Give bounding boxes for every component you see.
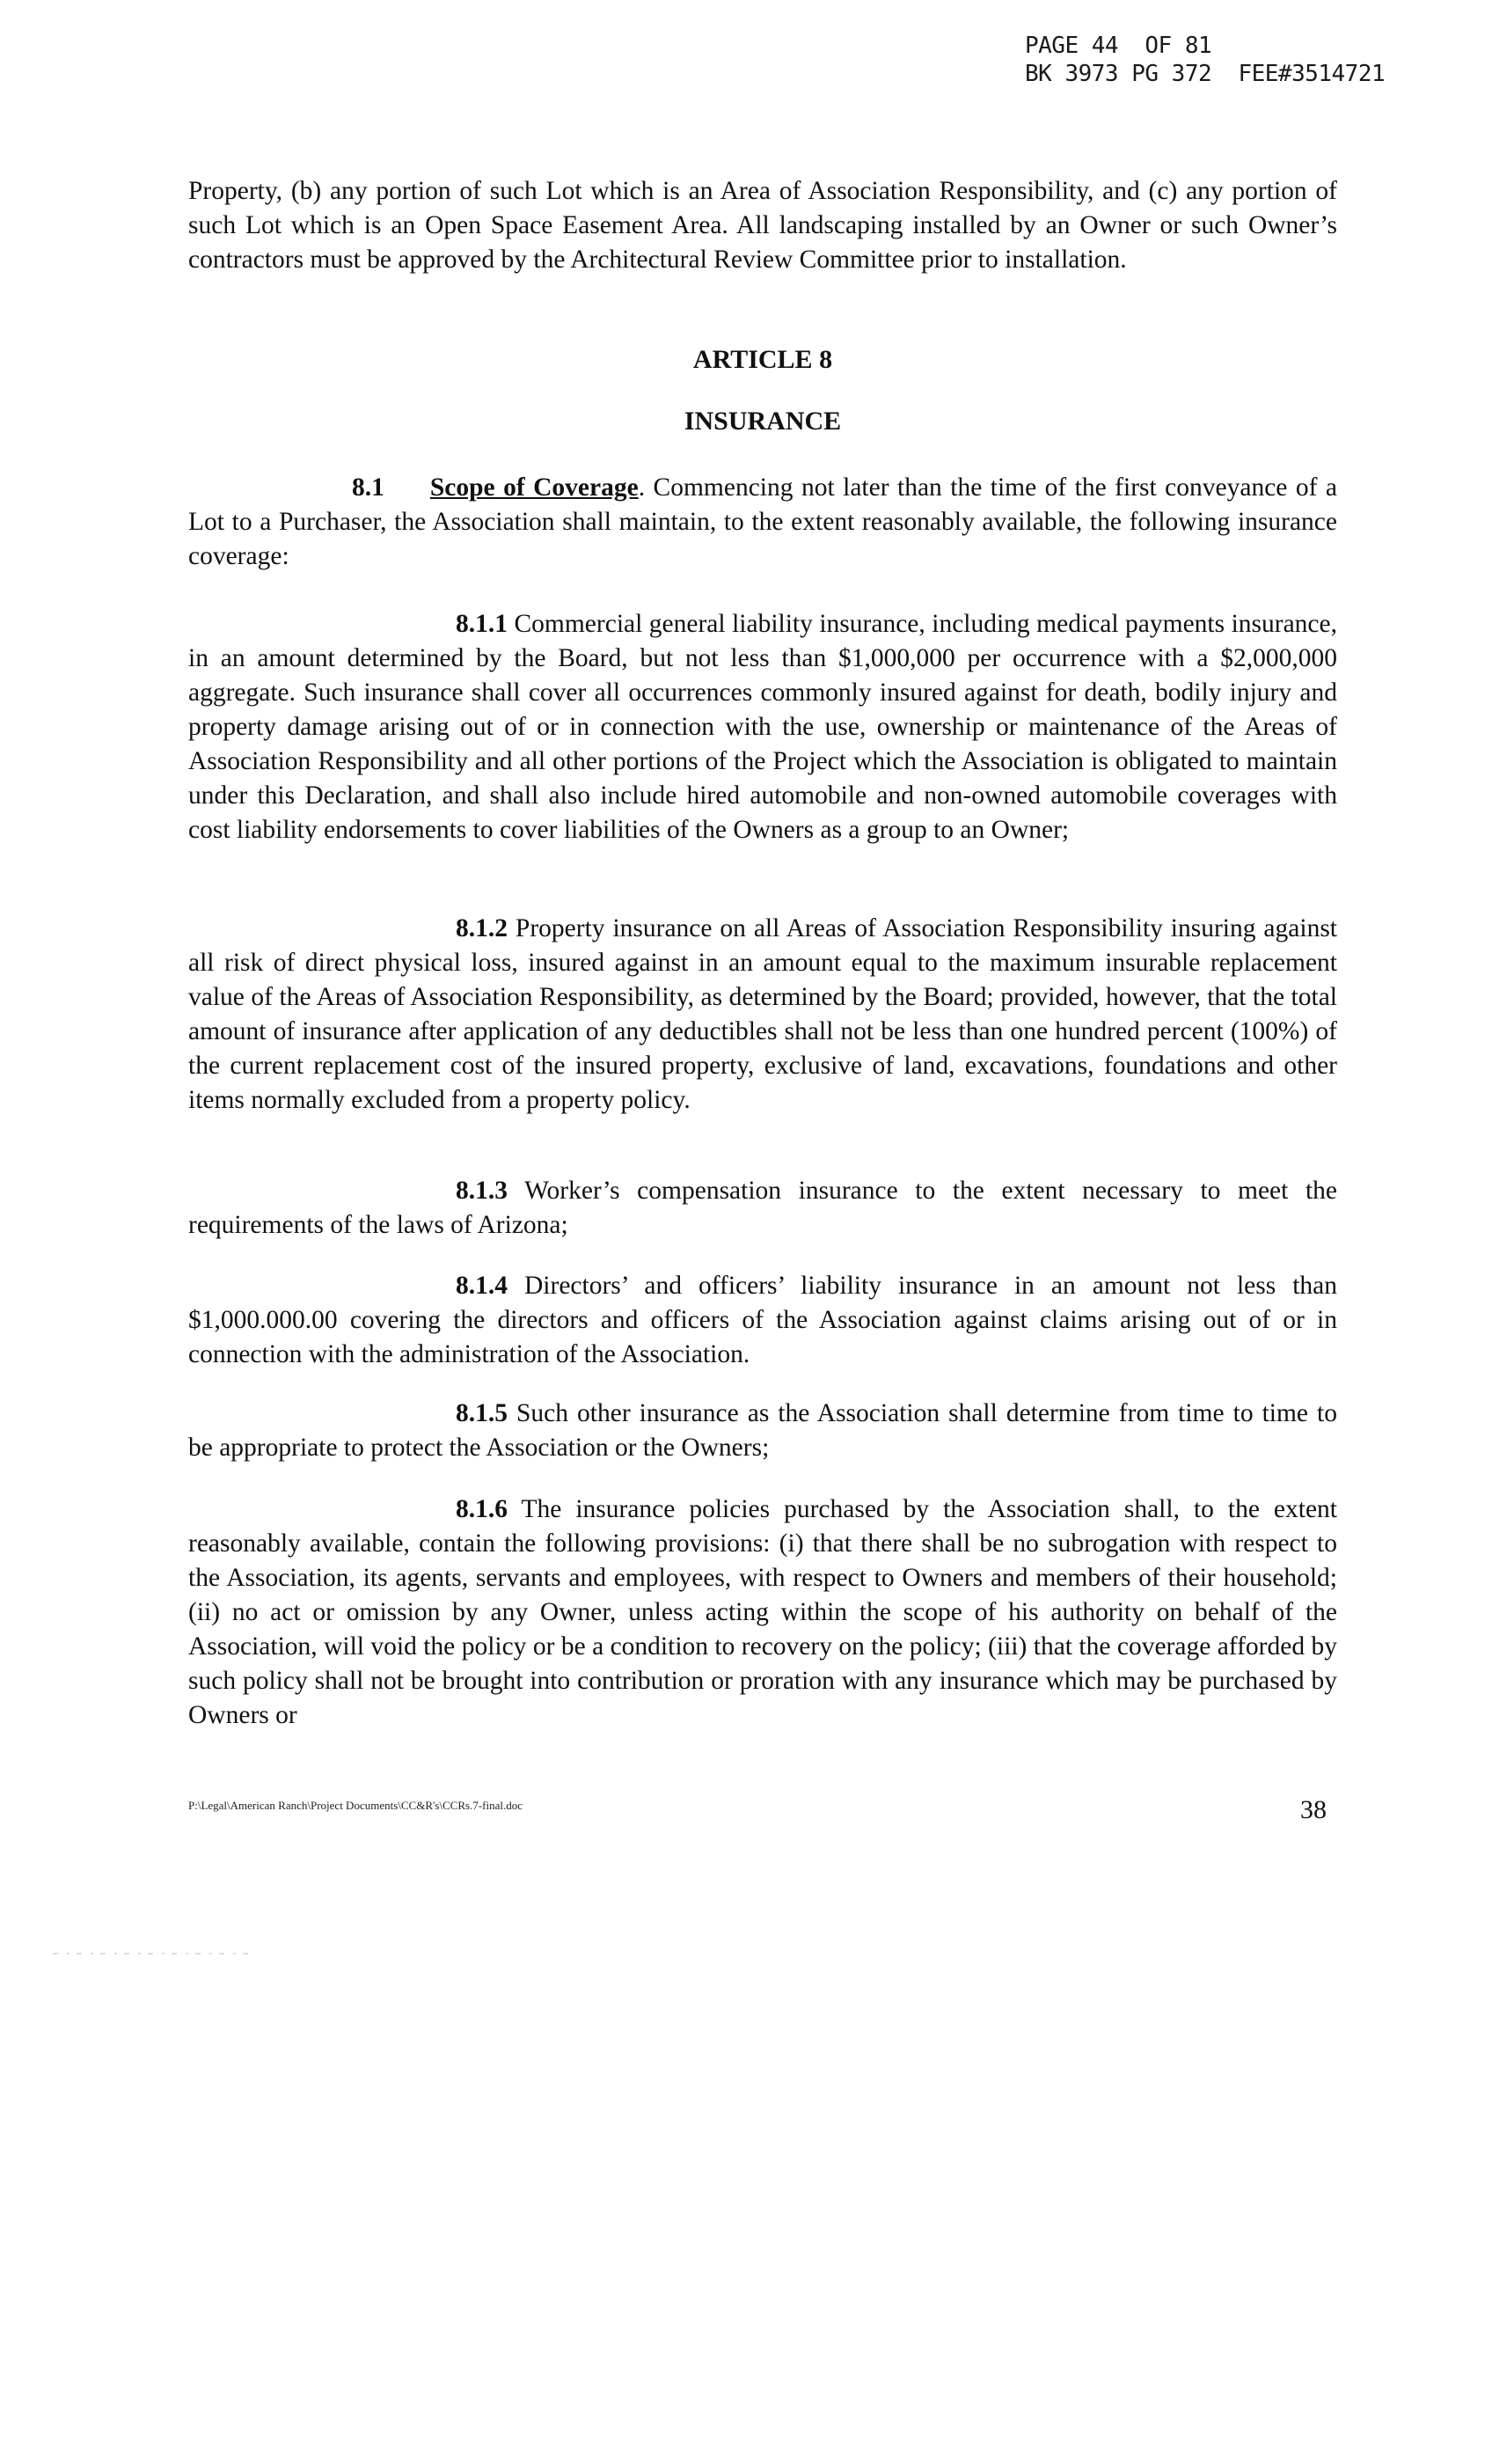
opening-paragraph: Property, (b) any portion of such Lot which is an Area of Association Responsibility, and (c) any portion of such Lot which is an Open Space Easement Area. All landscaping installed by an Owner or such Owner’s contractors must be approved by the Architectural Review Committee prior to installation. — [188, 177, 1337, 274]
subsection-8-1-2 — [188, 912, 1337, 1118]
subsection-8-1-5 — [188, 1397, 1337, 1465]
subsection-text: Such other insurance as the Association shall determine from time to time to be appropriate to protect the Association or the Owners; — [188, 1399, 1337, 1462]
recording-stamp — [1025, 32, 1385, 88]
article-number: ARTICLE 8 — [692, 345, 833, 374]
subsection-text: Directors’ and officers’ liability insurance in an amount not less than $1,000.000.00 covering the directors and officers of the Association against claims arising out of or in connection with the administration of the Association. — [188, 1272, 1337, 1368]
subsection-number: 8.1.1 — [456, 610, 508, 638]
subsection-number: 8.1.4 — [456, 1272, 508, 1300]
subsection-number: 8.1.6 — [456, 1495, 508, 1523]
subsection-text: The insurance policies purchased by the Association shall, to the extent reasonably available, contain the following provisions: (i) that there shall be no subrogation with respect to the Association, its agents, servants and employees, with respect to Owners and members of their household; (ii) no act or omission by any Owner, unless acting within the scope of his authority on behalf of the Association, will void the policy or be a condition to recovery on the policy; (iii) that the coverage afforded by such policy shall not be brought into contribution or proration with any insurance which may be purchased by Owners or — [188, 1495, 1337, 1729]
subsection-text: Property insurance on all Areas of Association Responsibility insuring against all risk of direct physical loss, insured against in an amount equal to the maximum insurable replacement value of the Areas of Association Responsibility, as determined by the Board; provided, however, that the total amount of insurance after application of any deductibles shall not be less than one hundred percent (100%) of the current replacement cost of the insured property, exclusive of land, excavations, foundations and other items normally excluded from a property policy. — [188, 914, 1337, 1114]
subsection-8-1-3 — [188, 1174, 1337, 1243]
footer-file-path: P:\Legal\American Ranch\Project Documents\CC&R's\CCRs.7-final.doc — [188, 1799, 523, 1812]
subsection-8-1-1 — [188, 607, 1337, 847]
opening-paragraph-block — [188, 174, 1337, 277]
section-title: Scope of Coverage — [429, 473, 639, 502]
scan-artifact-line — [53, 1952, 255, 1955]
page-number: 38 — [1300, 1795, 1327, 1824]
article-title: INSURANCE — [684, 407, 842, 436]
subsection-number: 8.1.2 — [456, 914, 508, 942]
subsection-8-1-4 — [188, 1269, 1337, 1372]
section-8-1 — [188, 471, 1337, 574]
section-number: 8.1 — [352, 473, 384, 502]
stamp-page-count: PAGE 44 OF 81 — [1025, 33, 1212, 59]
subsection-text: Commercial general liability insurance, including medical payments insurance, in an amount determined by the Board, but not less than $1,000,000 per occurrence with a $2,000,000 aggregate. Such insurance shall cover all occurrences commonly insured against for death, bodily injury and property damage arising out of or in connection with the use, ownership or maintenance of the Areas of Association Responsibility and all other portions of the Project which the Association is obligated to maintain under this Declaration, and shall also include hired automobile and non-owned automobile coverages with cost liability endorsements to cover liabilities of the Owners as a group to an Owner; — [188, 610, 1337, 844]
subsection-number: 8.1.5 — [456, 1399, 508, 1427]
stamp-book-page-fee: BK 3973 PG 372 FEE#3514721 — [1025, 61, 1386, 87]
subsection-8-1-6 — [188, 1492, 1337, 1733]
subsection-number: 8.1.3 — [456, 1177, 508, 1205]
section-text: . Commencing not later than the time of the first conveyance of a Lot to a Purchaser, the Association shall maintain, to the extent reasonably available, the following insurance coverage: — [188, 473, 1337, 570]
subsection-text: Worker’s compensation insurance to the extent necessary to meet the requirements of the laws of Arizona; — [188, 1177, 1337, 1239]
